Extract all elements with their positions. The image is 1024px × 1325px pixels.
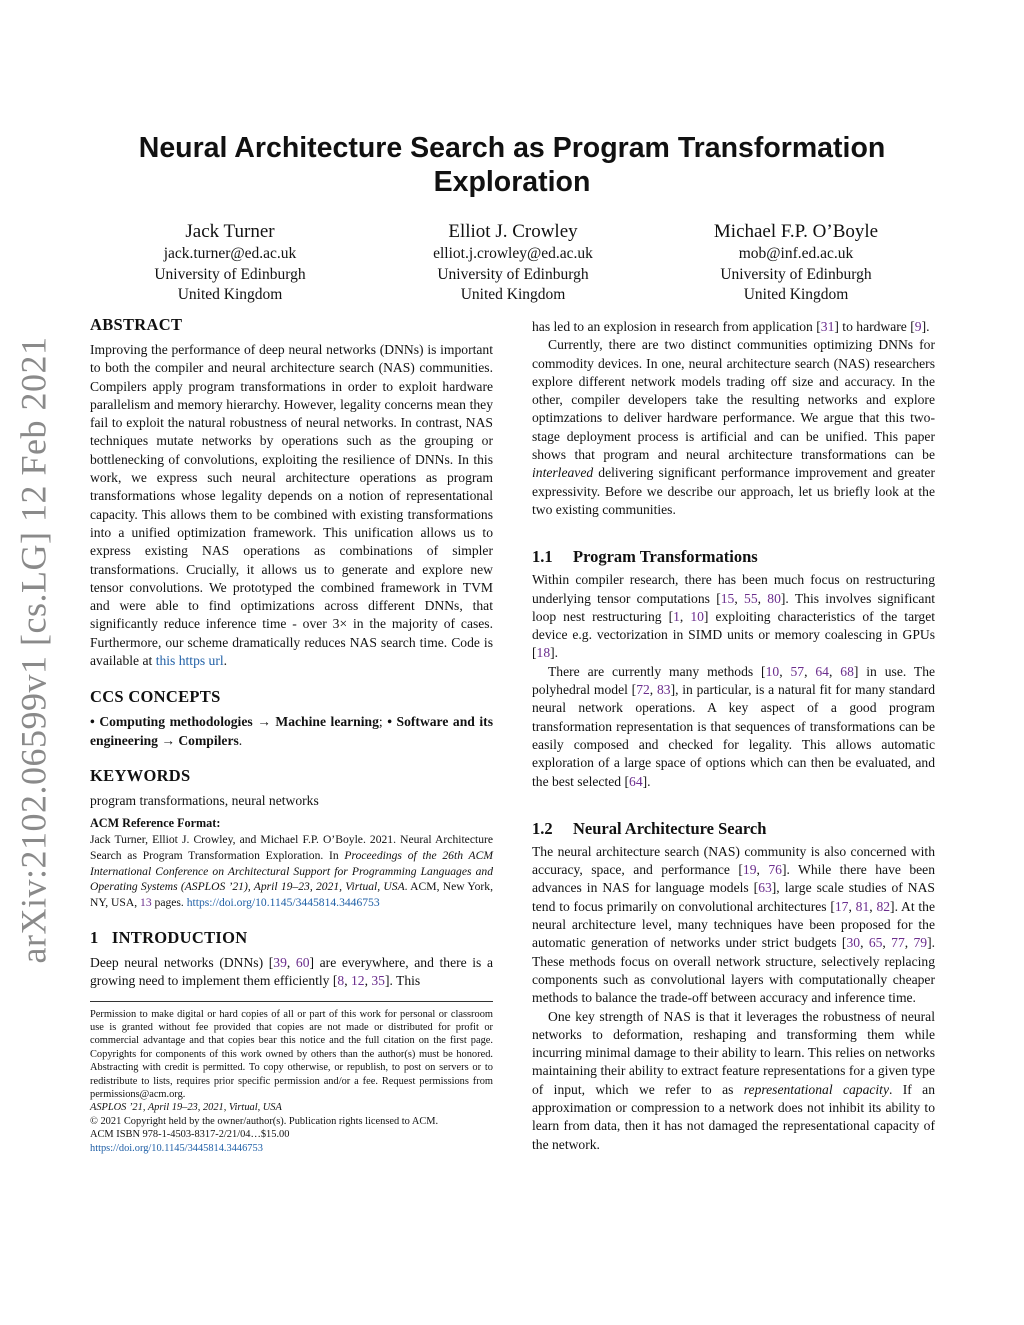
author-country: United Kingdom: [743, 286, 849, 303]
author-affiliation: University of Edinburgh: [437, 265, 589, 283]
author-2: [373, 220, 653, 306]
ccs-arrow: →: [157, 732, 179, 748]
ccs-concepts: [90, 713, 493, 750]
section-title: Program Transformations: [573, 547, 758, 567]
text: One key strength of NAS is that it leverages the robustness of neural networks to deformation, reshaping and transforming them while incurring minimal damage to their ability to learn. This relies on networks maintaining their ability to extract feature representations for a given type of input, which we refer to as: [532, 1008, 935, 1097]
paper-title: Neural Architecture Search as Program Transformation Exploration: [138, 132, 886, 198]
paragraph-nas: The neural architecture search (NAS) community is also concerned with accuracy, space, and performance [19, 76]. While there have been advances in NAS for language models [63], large scale studies of NAS tend to focus primarily on convolutional architectures [17, 81, 82]. At the neural architecture level, many techniques have been proposed for the automatic generation of networks under strict budgets [30, 65, 77, 79]. These methods focus on overall network structure, selectively replacing components such as convolutional layers with computationally cheaper methods to balance the trade-off between accuracy and inference time.: [532, 843, 936, 1006]
section-title: INTRODUCTION: [111, 928, 248, 948]
text: ]. This: [384, 973, 421, 989]
author-name: Michael F.P. O’Boyle: [713, 221, 879, 242]
abstract-text: [90, 341, 493, 670]
citation[interactable]: 39: [273, 955, 287, 971]
copyright-footnote: [90, 1001, 493, 1155]
citation[interactable]: 82: [876, 898, 891, 914]
abstract-end: .: [223, 653, 228, 669]
footnote-copyright: © 2021 Copyright held by the owner/author(s). Publication rights licensed to ACM.: [90, 1115, 439, 1127]
section-1-1-heading: [532, 547, 935, 567]
text: There are currently many methods [: [548, 663, 766, 679]
author-country: United Kingdom: [460, 286, 566, 303]
citation[interactable]: 31: [820, 319, 835, 334]
citation[interactable]: 81: [855, 898, 870, 914]
text: ]. At the neural architecture level, many techniques have been proposed for the automatic generation of networks under strict budgets [: [532, 898, 936, 951]
emphasis: representational capacity: [743, 1081, 889, 1097]
ccs-term: Compilers: [178, 732, 239, 748]
citation[interactable]: 35: [371, 973, 385, 989]
citation[interactable]: 17: [834, 898, 849, 914]
citation[interactable]: 79: [913, 935, 928, 951]
arxiv-stamp: [2, 336, 64, 964]
citation[interactable]: 10: [690, 608, 704, 624]
author-email: jack.turner@ed.ac.uk: [163, 245, 297, 262]
intro-continued: [532, 318, 935, 336]
ccs-end: .: [238, 732, 243, 748]
text: ]. This involves significant loop nest restructuring [: [532, 590, 936, 624]
paragraph-nas-strength: [532, 1008, 935, 1154]
acm-ref-doi-link[interactable]: https://doi.org/10.1145/3445814.3446753: [186, 896, 380, 910]
keywords-text: program transformations, neural networks: [90, 792, 319, 808]
text: ].: [550, 645, 559, 661]
permission-text: Permission to make digital or hard copies of all or part of this work for personal or classroom use is granted without fee provided that copies are not made or distributed for profit or commercial advantage and that copies bear this notice and the full citation on the first page. Copyrights for components of this work owned by others than the author(s) must be honored. Abstracting with credit is permitted. To copy otherwise, or republish, to post on servers or to redistribute to lists, requires prior specific permission and/or a fee. Request permissions from permissions@acm.org.: [90, 1008, 493, 1101]
section-1-2-heading: [532, 819, 935, 839]
code-link[interactable]: this https url: [155, 653, 224, 669]
acm-reference: [90, 816, 493, 911]
venue-text: ASPLOS ’21, April 19–23, 2021, Virtual, USA: [90, 1102, 282, 1114]
citation[interactable]: 64: [629, 773, 643, 789]
ccs-arrow: →: [252, 714, 276, 730]
intro-paragraph: Deep neural networks (DNNs) [39, 60] are everywhere, and there is a growing need to implement them efficiently [8, 12, 35]. This: [90, 955, 493, 989]
text: ]. These methods focus on overall network structure, selectively replacing components such as convolutional layers with computationally cheaper methods to balance the trade-off between accuracy and inference time.: [532, 935, 936, 1006]
left-column: [90, 315, 493, 1155]
citation[interactable]: 77: [891, 935, 905, 951]
citation[interactable]: 65: [868, 935, 883, 951]
section-title: Neural Architecture Search: [573, 818, 767, 838]
author-email: mob@inf.ed.ac.uk: [738, 245, 854, 262]
section-number: 1.1: [532, 547, 553, 567]
ccs-term: • Software and its engineering: [90, 714, 494, 748]
footnote-doi[interactable]: https://doi.org/10.1145/3445814.3446753: [90, 1142, 263, 1154]
author-name: Elliot J. Crowley: [448, 221, 578, 242]
citation[interactable]: 8: [337, 973, 345, 989]
citation[interactable]: 19: [742, 862, 757, 878]
text: ]. While there have been advances in NAS for language models [: [532, 862, 936, 896]
text: . If an approximation or compression to a network does not inhibit its ability to learn from data, then it has not damaged the representational capacity of the network.: [532, 1081, 935, 1152]
citation[interactable]: 30: [846, 935, 861, 951]
ccs-term: Machine learning: [275, 714, 379, 730]
author-affiliation: University of Edinburgh: [154, 265, 306, 283]
citation[interactable]: 18: [536, 645, 551, 661]
abstract-heading: ABSTRACT: [90, 315, 183, 334]
acm-ref-text: Jack Turner, Elliot J. Crowley, and Michael F.P. O’Boyle. 2021. Neural Architecture Search as Program Transformation Exploration. In: [90, 833, 493, 862]
acm-ref-text: . ACM, New York, NY, USA,: [90, 880, 493, 910]
acm-reference-label: ACM Reference Format:: [90, 816, 221, 831]
ccs-separator: ;: [378, 714, 388, 730]
citation[interactable]: 60: [295, 955, 310, 971]
paragraph-program-transformations: Within compiler research, there has been much focus on restructuring underlying tensor computations [15, 55, 80]. This involves significant loop nest restructuring [1, 10] exploiting characteristics of the target device e.g. vectorization in SIMD units or memory coalescing in GPUs [18].: [532, 572, 936, 661]
footnote-isbn: ACM ISBN 978-1-4503-8317-2/21/04…$15.00: [90, 1129, 290, 1141]
citation[interactable]: 76: [768, 862, 782, 878]
emphasis: interleaved: [532, 465, 594, 481]
citation[interactable]: 9: [914, 319, 922, 334]
text: Within compiler research, there has been much focus on restructuring underlying tensor computations [: [532, 572, 935, 606]
citation[interactable]: 12: [350, 973, 365, 989]
right-column: [532, 318, 935, 1154]
author-1: [90, 220, 370, 306]
keywords-heading: KEYWORDS: [90, 765, 191, 785]
arxiv-id: arXiv:2102.06599v1 [cs.LG] 12 Feb 2021: [13, 336, 54, 964]
text: The neural architecture search (NAS) community is also concerned with accuracy, space, and performance [: [532, 843, 935, 878]
author-email: elliot.j.crowley@ed.ac.uk: [433, 245, 593, 262]
text: ] to hardware [: [834, 319, 915, 334]
intro-heading: [90, 928, 493, 948]
acm-ref-pages[interactable]: 13: [140, 896, 152, 910]
section-number: 1.2: [532, 818, 553, 838]
citation[interactable]: 55: [744, 590, 758, 606]
citation[interactable]: 15: [720, 590, 735, 606]
acm-ref-text: pages.: [151, 896, 187, 910]
section-number: 1: [90, 928, 99, 948]
text: delivering significant performance improvement and greater expressivity. Before we describe our approach, let us briefly look at the two existing communities.: [532, 465, 935, 517]
citation[interactable]: 80: [767, 590, 781, 606]
paragraph-communities: [532, 336, 935, 519]
text: ].: [921, 319, 930, 334]
footnote-venue: [90, 1101, 493, 1114]
citation[interactable]: 64: [815, 663, 829, 679]
abstract-body: Improving the performance of deep neural networks (DNNs) is important to both the compiler and neural architecture search (NAS) communities. Compilers apply program transformations in order to exploit hardware parallelism and memory hierarchy. However, legality concerns mean they fail to exploit the natural robustness of neural networks. In contrast, NAS techniques mutate networks by operations such as the grouping or bottlenecking of convolutions, exploiting the resilience of DNNs. In this work, we express such neural architecture operations as program transformations whose legality depends on a notion of representational capacity. This allows them to be combined with existing transformations into a unified optimization framework. This unification allows us to express existing NAS operations as combinations of simpler transformations. Crucially, it allows us to generate and explore new tensor convolutions. We prototyped the combined framework in TVM and were able to find optimizations across different DNNs, that significantly reduce inference time - over 3× in the majority of cases. Furthermore, our scheme dramatically reduces NAS search time. Code is available at: [90, 342, 493, 669]
ccs-heading: CCS CONCEPTS: [90, 687, 221, 707]
citation[interactable]: 72: [636, 682, 650, 698]
author-country: United Kingdom: [177, 286, 283, 303]
text: has led to an explosion in research from application [: [532, 319, 821, 334]
acm-ref-venue: Proceedings of the 26th ACM International Conference on Architectural Support for Programming Languages and Operating Systems (ASPLOS ’21), April 19–23, 2021, Virtual, USA: [90, 848, 493, 894]
author-block: [90, 220, 936, 306]
citation[interactable]: 68: [840, 663, 854, 679]
text: ], in particular, is a natural fit for many standard neural network operations. A key aspect of a good program transformation representation is that sequences of transformations can be easily composed and checked for legality. This allows automatic exploration of a large space of options which can then be evaluated, and the best selected [: [532, 682, 936, 789]
author-affiliation: University of Edinburgh: [720, 265, 872, 283]
paragraph-methods: There are currently many methods [10, 57, 64, 68] in use. The polyhedral model [72, 83], in particular, is a natural fit for many standard neural network operations. A key aspect of a good program transformation representation is that sequences of transformations can be easily composed and checked for legality. This allows automatic exploration of a large space of options which can then be evaluated, and the best selected [64].: [532, 663, 936, 789]
text: ] are everywhere, and there is a growing need to implement them efficiently [: [90, 955, 493, 989]
text: ] in use. The polyhedral model [: [532, 663, 936, 698]
citation[interactable]: 83: [656, 682, 671, 698]
text: Currently, there are two distinct communities optimizing DNNs for commodity devices. In one, neural architecture search (NAS) researchers explore different network models trading off size and accuracy. In the other, compiler developers take the resulting networks and explore optimzations to deliver hardware performance. We argue that this two-stage deployment process is artificial and can be unified. This paper shows that program and neural architecture transformations can be: [532, 337, 935, 463]
text: ] exploiting characteristics of the target device e.g. vectorization in SIMD units or memory coalescing in GPUs [: [532, 608, 936, 661]
author-3: [656, 220, 936, 306]
text: ], large scale studies of NAS tend to focus primarily on convolutional architectures [: [532, 880, 935, 914]
citation[interactable]: 1: [673, 608, 680, 624]
citation[interactable]: 63: [758, 880, 772, 896]
text: ].: [642, 773, 651, 789]
author-name: Jack Turner: [185, 221, 275, 242]
text: Deep neural networks (DNNs) [: [90, 955, 274, 971]
ccs-term: • Computing methodologies: [90, 714, 253, 730]
citation[interactable]: 57: [790, 663, 805, 679]
citation[interactable]: 10: [765, 663, 780, 679]
